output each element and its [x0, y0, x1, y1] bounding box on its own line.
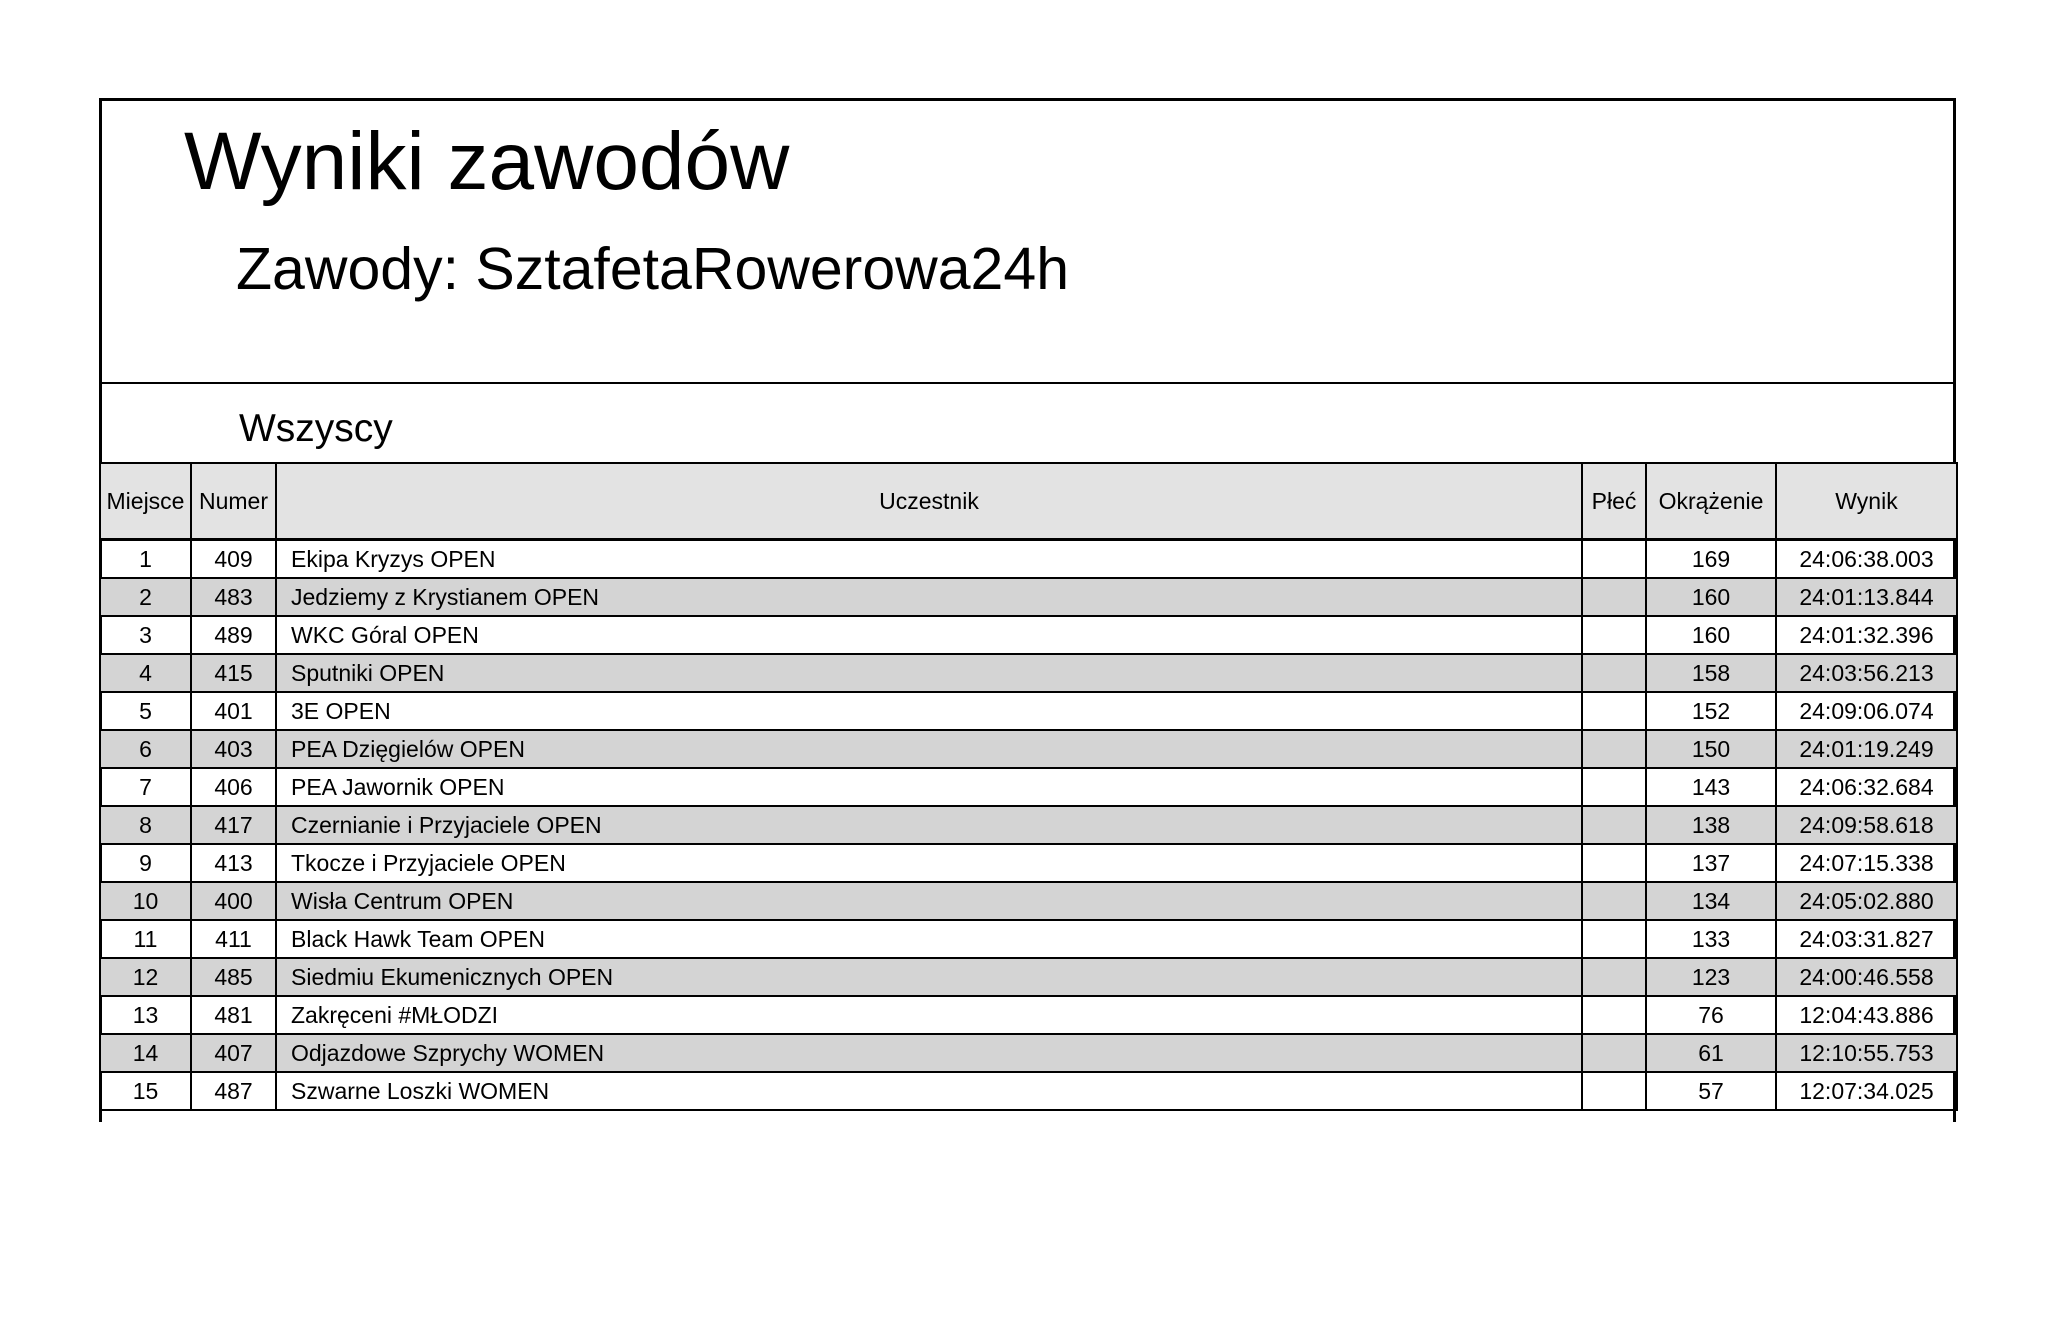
cell-gender	[1582, 578, 1646, 616]
cell-number: 409	[191, 540, 276, 579]
cell-place: 8	[100, 806, 191, 844]
table-row	[100, 1072, 1957, 1110]
cell-laps: 150	[1646, 730, 1776, 768]
table-row	[100, 616, 1957, 654]
table-row	[100, 958, 1957, 996]
column-header-number: Numer	[191, 463, 276, 540]
cell-place: 13	[100, 996, 191, 1034]
table-header-row	[100, 463, 1957, 540]
cell-participant: Wisła Centrum OPEN	[276, 882, 1582, 920]
table-row	[100, 654, 1957, 692]
cell-place: 9	[100, 844, 191, 882]
cell-number: 403	[191, 730, 276, 768]
table-row	[100, 540, 1957, 579]
cell-laps: 57	[1646, 1072, 1776, 1110]
page-title: Wyniki zawodów	[184, 116, 790, 207]
results-table	[99, 462, 1958, 1111]
cell-number: 415	[191, 654, 276, 692]
cell-participant: Black Hawk Team OPEN	[276, 920, 1582, 958]
cell-gender	[1582, 730, 1646, 768]
cell-laps: 160	[1646, 616, 1776, 654]
cell-place: 3	[100, 616, 191, 654]
cell-gender	[1582, 996, 1646, 1034]
cell-laps: 138	[1646, 806, 1776, 844]
cell-gender	[1582, 920, 1646, 958]
cell-number: 400	[191, 882, 276, 920]
cell-laps: 169	[1646, 540, 1776, 579]
cell-place: 5	[100, 692, 191, 730]
cell-number: 485	[191, 958, 276, 996]
category-label: Wszyscy	[239, 407, 393, 450]
cell-result: 24:01:13.844	[1776, 578, 1957, 616]
cell-laps: 123	[1646, 958, 1776, 996]
cell-gender	[1582, 692, 1646, 730]
cell-place: 10	[100, 882, 191, 920]
cell-participant: Szwarne Loszki WOMEN	[276, 1072, 1582, 1110]
cell-participant: WKC Góral OPEN	[276, 616, 1582, 654]
cell-gender	[1582, 768, 1646, 806]
cell-participant: Siedmiu Ekumenicznych OPEN	[276, 958, 1582, 996]
cell-result: 24:01:19.249	[1776, 730, 1957, 768]
cell-participant: Czernianie i Przyjaciele OPEN	[276, 806, 1582, 844]
cell-place: 6	[100, 730, 191, 768]
cell-place: 15	[100, 1072, 191, 1110]
cell-participant: Zakręceni #MŁODZI	[276, 996, 1582, 1034]
cell-result: 24:06:38.003	[1776, 540, 1957, 579]
cell-result: 24:06:32.684	[1776, 768, 1957, 806]
cell-number: 417	[191, 806, 276, 844]
cell-gender	[1582, 540, 1646, 579]
header-block	[102, 101, 1953, 384]
cell-number: 487	[191, 1072, 276, 1110]
cell-number: 406	[191, 768, 276, 806]
cell-place: 4	[100, 654, 191, 692]
cell-participant: Odjazdowe Szprychy WOMEN	[276, 1034, 1582, 1072]
cell-gender	[1582, 1034, 1646, 1072]
cell-number: 411	[191, 920, 276, 958]
cell-gender	[1582, 806, 1646, 844]
cell-laps: 158	[1646, 654, 1776, 692]
cell-laps: 76	[1646, 996, 1776, 1034]
table-row	[100, 882, 1957, 920]
cell-participant: Sputniki OPEN	[276, 654, 1582, 692]
table-row	[100, 768, 1957, 806]
table-row	[100, 806, 1957, 844]
cell-gender	[1582, 958, 1646, 996]
cell-result: 24:03:56.213	[1776, 654, 1957, 692]
cell-number: 407	[191, 1034, 276, 1072]
cell-participant: Tkocze i Przyjaciele OPEN	[276, 844, 1582, 882]
cell-place: 11	[100, 920, 191, 958]
cell-number: 489	[191, 616, 276, 654]
cell-laps: 133	[1646, 920, 1776, 958]
competition-subtitle: Zawody: SztafetaRowerowa24h	[236, 236, 1070, 302]
cell-result: 24:00:46.558	[1776, 958, 1957, 996]
cell-place: 1	[100, 540, 191, 579]
cell-laps: 61	[1646, 1034, 1776, 1072]
column-header-result: Wynik	[1776, 463, 1957, 540]
results-body	[100, 540, 1957, 1111]
cell-number: 401	[191, 692, 276, 730]
results-sheet	[99, 98, 1956, 1122]
cell-gender	[1582, 1072, 1646, 1110]
cell-result: 24:05:02.880	[1776, 882, 1957, 920]
column-header-participant: Uczestnik	[276, 463, 1582, 540]
cell-gender	[1582, 616, 1646, 654]
cell-result: 24:07:15.338	[1776, 844, 1957, 882]
table-row	[100, 996, 1957, 1034]
cell-place: 7	[100, 768, 191, 806]
cell-place: 2	[100, 578, 191, 616]
cell-laps: 143	[1646, 768, 1776, 806]
table-row	[100, 920, 1957, 958]
cell-laps: 134	[1646, 882, 1776, 920]
cell-result: 12:10:55.753	[1776, 1034, 1957, 1072]
cell-gender	[1582, 844, 1646, 882]
cell-participant: Jedziemy z Krystianem OPEN	[276, 578, 1582, 616]
cell-gender	[1582, 882, 1646, 920]
cell-number: 413	[191, 844, 276, 882]
table-row	[100, 692, 1957, 730]
column-header-place: Miejsce	[100, 463, 191, 540]
cell-result: 24:09:58.618	[1776, 806, 1957, 844]
cell-number: 481	[191, 996, 276, 1034]
cell-number: 483	[191, 578, 276, 616]
table-row	[100, 578, 1957, 616]
column-header-gender: Płeć	[1582, 463, 1646, 540]
cell-participant: PEA Dzięgielów OPEN	[276, 730, 1582, 768]
cell-result: 24:09:06.074	[1776, 692, 1957, 730]
cell-gender	[1582, 654, 1646, 692]
cell-participant: PEA Jawornik OPEN	[276, 768, 1582, 806]
column-header-laps: Okrążenie	[1646, 463, 1776, 540]
cell-participant: Ekipa Kryzys OPEN	[276, 540, 1582, 579]
cell-result: 24:01:32.396	[1776, 616, 1957, 654]
cell-participant: 3E OPEN	[276, 692, 1582, 730]
cell-laps: 152	[1646, 692, 1776, 730]
cell-result: 24:03:31.827	[1776, 920, 1957, 958]
cell-place: 14	[100, 1034, 191, 1072]
cell-laps: 160	[1646, 578, 1776, 616]
table-row	[100, 730, 1957, 768]
cell-laps: 137	[1646, 844, 1776, 882]
table-row	[100, 1034, 1957, 1072]
cell-result: 12:07:34.025	[1776, 1072, 1957, 1110]
cell-place: 12	[100, 958, 191, 996]
cell-result: 12:04:43.886	[1776, 996, 1957, 1034]
table-row	[100, 844, 1957, 882]
